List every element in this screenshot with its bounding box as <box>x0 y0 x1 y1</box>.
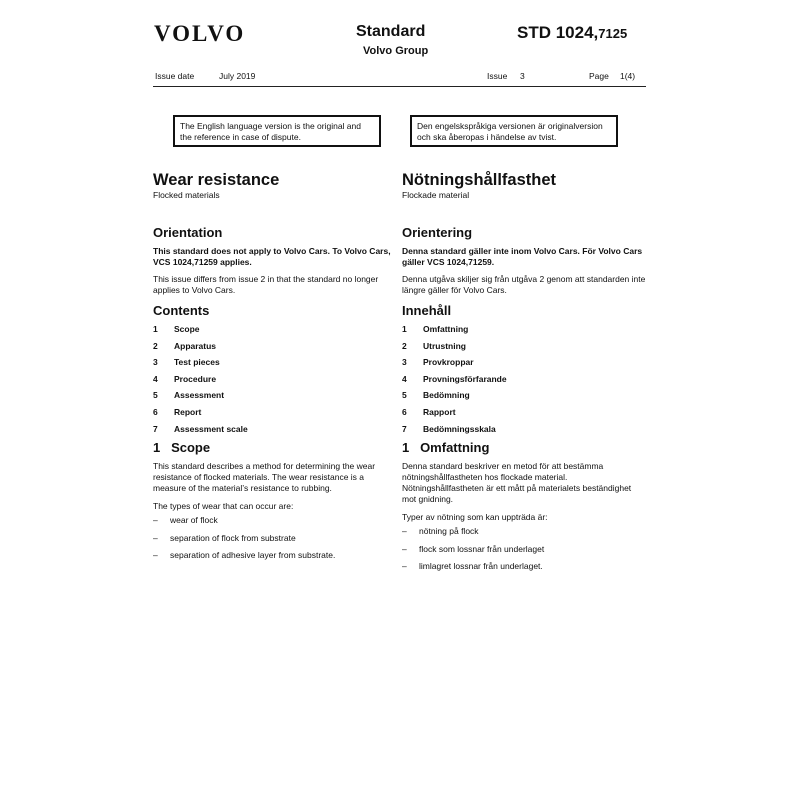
organization-name: Volvo Group <box>363 45 429 57</box>
list-item: – separation of adhesive layer from substrate. <box>153 550 336 561</box>
page-value: 1(4) <box>620 71 636 81</box>
contents-item: 3 Test pieces <box>153 357 220 368</box>
contents-item: 5 Bedömning <box>402 390 470 401</box>
contents-item: 1 Omfattning <box>402 324 469 334</box>
scope-text-sv: Denna standard beskriver en metod för att bestämma nötningshållfastheten hos flockade material. Nötningshållfastheten är ett mått på materialets beständighet mot gnidning. <box>402 461 632 505</box>
issue-date-label: Issue date <box>155 71 195 81</box>
header-divider <box>153 86 646 87</box>
contents-item: 7 Bedömningsskala <box>402 423 496 434</box>
list-item: – nötning på flock <box>402 526 479 537</box>
wear-types-intro-en: The types of wear that can occur are: <box>153 501 294 512</box>
list-item: – separation of flock from substrate <box>153 532 296 543</box>
issue-label: Issue <box>487 71 508 81</box>
contents-heading-en: Contents <box>153 303 210 318</box>
volvo-logo: VOLVO <box>154 21 246 46</box>
scope-heading-sv: 1 Omfattning <box>402 440 490 456</box>
contents-item: 5 Assessment <box>153 390 225 401</box>
contents-item: 4 Procedure <box>153 373 217 384</box>
scope-text-en: This standard describes a method for determining the wear resistance of flocked materials. The wear resistance is a measure of the material’s resistance to rubbing. <box>153 461 376 494</box>
standard-number: STD 1024,7125 <box>517 23 628 42</box>
orientation-notice-sv: Denna standard gäller inte inom Volvo Cars. För Volvo Cars gäller VCS 1024,71259. <box>402 246 643 267</box>
wear-types-intro-sv: Typer av nötning som kan uppträda är: <box>402 512 548 523</box>
scope-heading-en: 1 Scope <box>153 440 211 456</box>
english-column <box>153 170 398 568</box>
contents-item: 3 Provkroppar <box>402 357 474 368</box>
contents-heading-sv: Innehåll <box>402 303 452 318</box>
issue-value: 3 <box>520 71 525 81</box>
document-title-en: Wear resistance <box>153 171 280 189</box>
contents-list-sv <box>402 324 647 440</box>
orientation-heading-sv: Orientering <box>402 225 473 240</box>
orientation-heading-en: Orientation <box>153 225 223 240</box>
document-title-sv: Nötningshållfasthet <box>402 171 557 189</box>
swedish-column <box>402 170 647 579</box>
list-item: – wear of flock <box>153 515 218 526</box>
list-item: – limlagret lossnar från underlaget. <box>402 561 543 572</box>
page-label: Page <box>589 71 609 81</box>
document-subtitle-sv: Flockade material <box>402 190 470 200</box>
document-subtitle-en: Flocked materials <box>153 190 220 200</box>
contents-item: 1 Scope <box>153 324 200 334</box>
standard-number-suffix: 7125 <box>598 26 628 41</box>
orientation-text-sv: Denna utgåva skiljer sig från utgåva 2 genom att standarden inte längre gäller för Volvo Cars. <box>402 274 646 295</box>
orientation-notice-en: This standard does not apply to Volvo Cars. To Volvo Cars, VCS 1024,71259 applies. <box>153 246 391 267</box>
language-note-en: The English language version is the original and the reference in case of dispute. <box>173 115 381 147</box>
wear-types-list-sv <box>402 526 647 579</box>
contents-item: 6 Report <box>153 406 202 417</box>
wear-types-list-en <box>153 515 398 568</box>
language-note-sv: Den engelskspråkiga versionen är originalversion och ska åberopas i händelse av tvist. <box>410 115 618 147</box>
contents-item: 2 Utrustning <box>402 340 466 351</box>
document-type-title: Standard <box>356 23 426 40</box>
list-item: – flock som lossnar från underlaget <box>402 543 545 554</box>
orientation-text-en: This issue differs from issue 2 in that the standard no longer applies to Volvo Cars. <box>153 274 379 295</box>
contents-item: 7 Assessment scale <box>153 423 248 434</box>
issue-date-value: July 2019 <box>219 71 256 81</box>
contents-item: 2 Apparatus <box>153 340 217 351</box>
contents-list-en <box>153 324 398 440</box>
contents-item: 6 Rapport <box>402 406 456 417</box>
contents-item: 4 Provningsförfarande <box>402 373 507 384</box>
